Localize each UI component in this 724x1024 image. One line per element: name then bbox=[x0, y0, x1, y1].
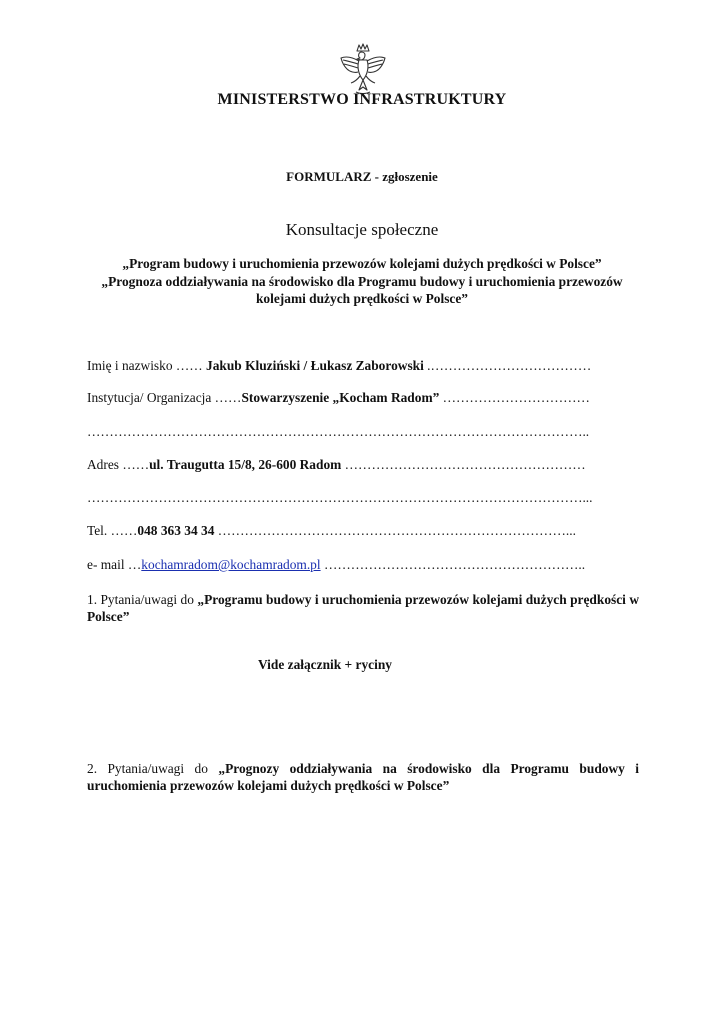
name-value: Jakub Kluziński / Łukasz Zaborowski bbox=[206, 358, 424, 373]
form-title: FORMULARZ - zgłoszenie bbox=[286, 169, 438, 184]
tel-label: Tel. …… bbox=[87, 523, 138, 538]
question-1-answer: Vide załącznik + ryciny bbox=[258, 657, 392, 672]
question-1 bbox=[87, 591, 639, 625]
institution-field bbox=[87, 390, 639, 406]
question-1-prefix: 1. Pytania/uwagi do bbox=[87, 592, 198, 607]
question-2-prefix: 2. Pytania/uwagi do bbox=[87, 761, 219, 776]
name-fill: .……………………………… bbox=[423, 358, 592, 373]
name-label: Imię i nazwisko …… bbox=[87, 358, 207, 373]
institution-label: Instytucja/ Organizacja …… bbox=[87, 390, 242, 405]
email-link[interactable]: kochamradom@kochamradom.pl bbox=[141, 557, 321, 572]
program-title-2: „Prognoza oddziaływania na środowisko dla Programu budowy i uruchomienia przewozów kolejami dużych prędkości w Polsce” bbox=[101, 273, 623, 306]
tel-field bbox=[87, 523, 639, 539]
address-label: Adres …… bbox=[87, 457, 150, 472]
program-title-1: „Program budowy i uruchomienia przewozów kolejami dużych prędkości w Polsce” bbox=[122, 256, 602, 271]
program-titles bbox=[80, 255, 644, 308]
institution-fill: …………………………… bbox=[439, 390, 590, 405]
polish-eagle-emblem-icon bbox=[338, 42, 388, 98]
consultation-heading: Konsultacje społeczne bbox=[285, 220, 439, 239]
address-value: ul. Traugutta 15/8, 26-600 Radom bbox=[149, 457, 342, 472]
ministry-name: MINISTERSTWO INFRASTRUKTURY bbox=[217, 91, 507, 108]
tel-value: 048 363 34 34 bbox=[137, 523, 215, 538]
institution-extra-line: ………………………………………………………………………………………………….. bbox=[87, 424, 590, 439]
question-1-title: „Programu budowy i uruchomienia przewozów kolejami dużych prędkości w Polsce” bbox=[87, 592, 639, 624]
email-field bbox=[87, 557, 639, 573]
address-field bbox=[87, 457, 639, 473]
email-fill: ………………………………………………….. bbox=[320, 557, 586, 572]
address-fill: ……………………………………………… bbox=[341, 457, 586, 472]
address-extra-line: …………………………………………………………………………………………………... bbox=[87, 490, 593, 505]
question-2-title: „Prognozy oddziaływania na środowisko dla Programu budowy i uruchomienia przewozów kolejami dużych prędkości w Polsce” bbox=[87, 761, 639, 793]
name-field bbox=[87, 358, 639, 374]
tel-fill: ……………………………………………………………………... bbox=[214, 523, 576, 538]
institution-value: Stowarzyszenie „Kocham Radom” bbox=[241, 390, 440, 405]
email-label: e- mail … bbox=[87, 557, 142, 572]
question-2 bbox=[87, 760, 639, 794]
